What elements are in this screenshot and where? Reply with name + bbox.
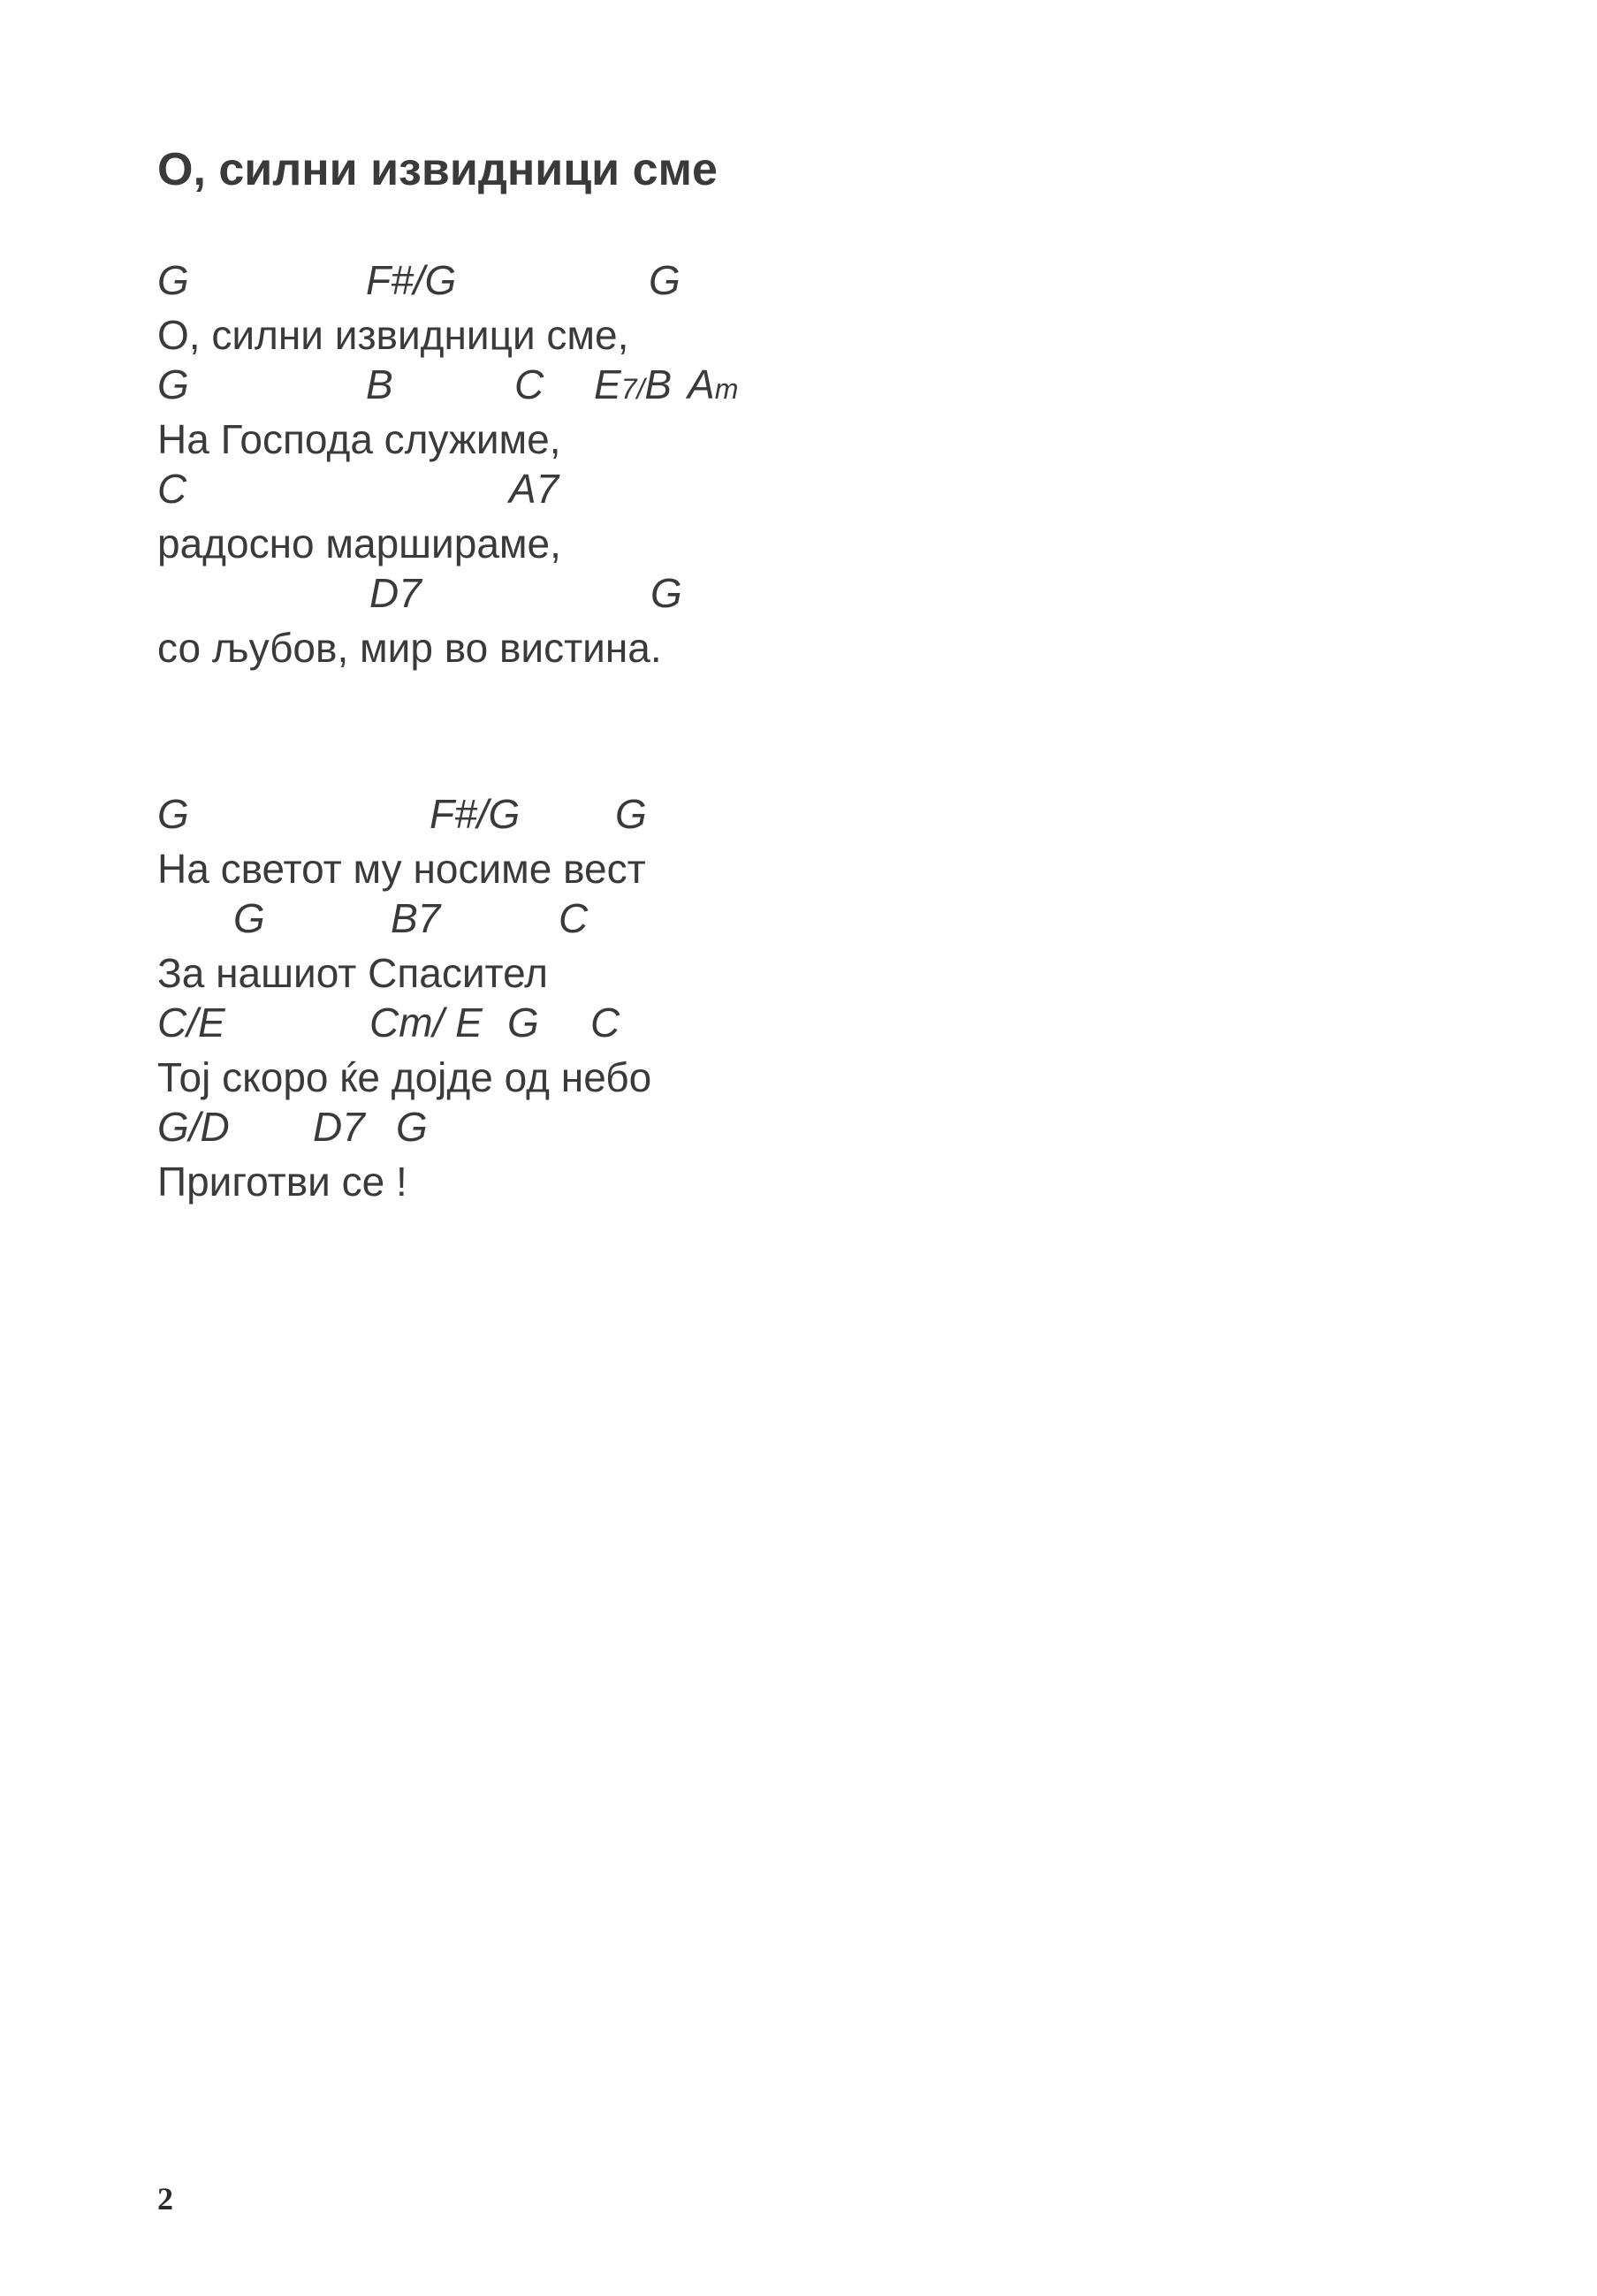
chord: A7 [509, 466, 559, 512]
chord: B [366, 361, 393, 407]
chord-line [157, 895, 1483, 953]
lyric-line: Тој скоро ќе дојде од небо [157, 1054, 652, 1100]
chord-line [157, 361, 1483, 419]
chord: C [590, 1000, 620, 1045]
chord: G [649, 257, 681, 303]
chord: F#/G [430, 791, 521, 837]
chord: G/D [157, 1104, 230, 1150]
chord-line [157, 1002, 1483, 1057]
chord-root: A [688, 361, 715, 407]
chord: B7 [391, 895, 441, 941]
lyric-line: На светот му носиме вест [157, 846, 646, 892]
chord: G [650, 570, 682, 616]
chord-bass: B [644, 361, 673, 407]
chord: D7 [313, 1104, 365, 1150]
chord-line [157, 791, 1483, 848]
chord-line [157, 468, 1483, 523]
verse-2 [157, 791, 1483, 1214]
chord: G [233, 895, 265, 941]
chord: Cm/ E [369, 1000, 483, 1045]
verse-1 [157, 257, 1483, 680]
chord-e7-over-b [594, 361, 673, 407]
chord-line [157, 1106, 1483, 1161]
lyric-line: На Господа служиме, [157, 416, 561, 462]
lyric-line: радосно маршираме, [157, 521, 561, 566]
lyric-line: со љубов, мир во вистина. [157, 625, 662, 671]
song-title: О, силни извидници сме [157, 144, 718, 195]
chord: C/E [157, 1000, 225, 1045]
chord: G [157, 361, 189, 407]
chord: C [514, 361, 544, 407]
chord: G [396, 1104, 428, 1150]
lyric-line: За нашиот Спасител [157, 950, 549, 996]
chord: F#/G [366, 257, 457, 303]
lyric-line: О, силни извидници сме, [157, 312, 629, 358]
chord: G [157, 257, 189, 303]
chord-line [157, 570, 1483, 627]
chord-line [157, 257, 1483, 315]
chord: G [507, 1000, 539, 1045]
chord: C [157, 466, 187, 512]
page-number: 2 [157, 2181, 173, 2216]
chord-a-minor [688, 361, 739, 407]
chord: G [615, 791, 647, 837]
chord-suffix: m [714, 373, 739, 405]
chord: D7 [369, 570, 422, 616]
lyric-line: Приготви се ! [157, 1159, 407, 1205]
chord: G [157, 791, 189, 837]
chord-suffix: 7/ [620, 373, 645, 405]
chord-root: E [594, 361, 621, 407]
chord: C [559, 895, 589, 941]
